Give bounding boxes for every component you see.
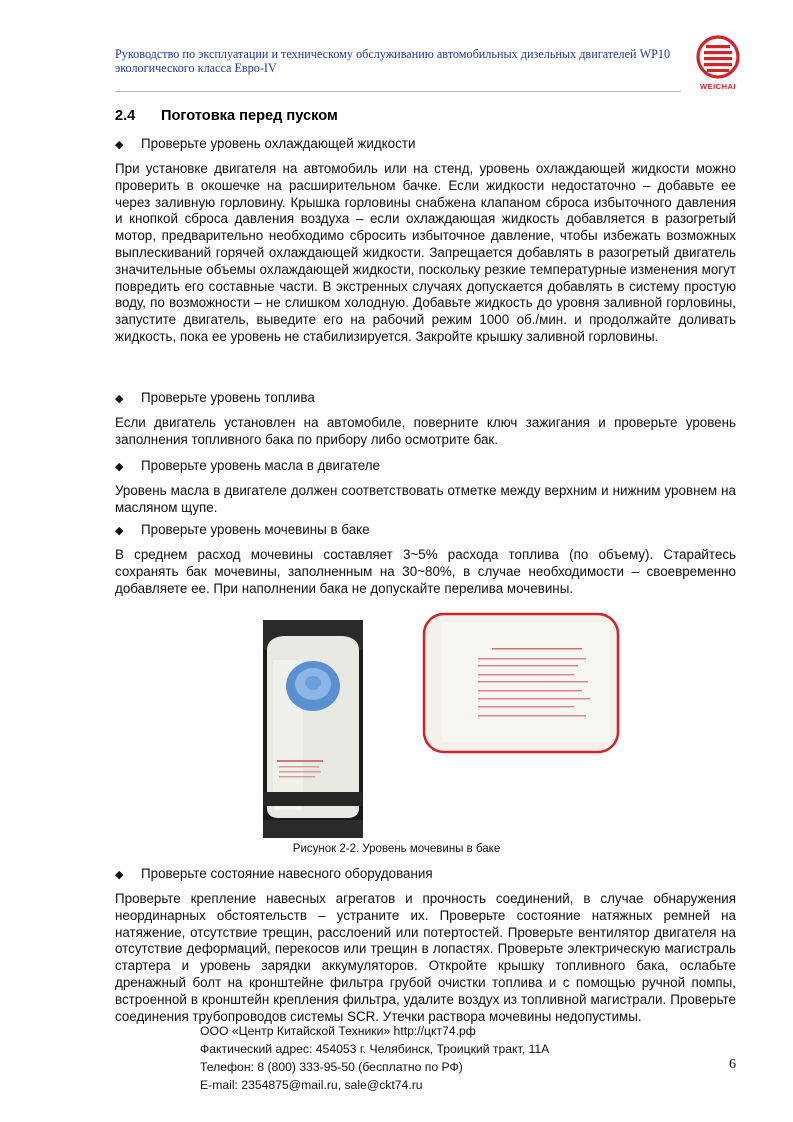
bullet-heading bbox=[115, 522, 370, 537]
bullet-heading-text: Проверьте состояние навесного оборудования bbox=[141, 866, 433, 881]
bullet-heading-text: Проверьте уровень масла в двигателе bbox=[141, 458, 380, 473]
bullet-heading-text: Проверьте уровень мочевины в баке bbox=[141, 522, 370, 537]
figure-caption: Рисунок 2-2. Уровень мочевины в баке bbox=[292, 843, 501, 855]
paragraph: Уровень масла в двигателе должен соответствовать отметке между верхним и нижним уровнем на масляном щупе. bbox=[115, 483, 736, 515]
section-title: Поготовка перед пуском bbox=[161, 108, 338, 124]
urea-tank-photo bbox=[263, 620, 363, 838]
header-divider bbox=[115, 91, 681, 92]
footer-phone: Телефон: 8 (800) 333-95-50 (бесплатно по РФ) bbox=[200, 1060, 463, 1074]
bullet-heading bbox=[115, 136, 415, 151]
paragraph: При установке двигателя на автомобиль или на стенд, уровень охлаждающей жидкости можно проверить в окошечке на расширительном бачке. Если жидкости недостаточно – добавьте ее через заливную горловину. Крышка горловины снабжена клапаном сброса избыточного давления и кнопкой сброса давления воздуха – если охлаждающая жидкость добавляется в разогретый мотор, предварительно необходимо сбросить избыточное давление, чтобы избежать возможных выплескиваний горячей охлаждающей жидкости. Запрещается добавлять в разогретый двигатель значительные объемы охлаждающей жидкости, поскольку резкие температурные изменения могут повредить его составные части. В экстренных случаях допускается добавлять в систему простую воду, по возможности – не слишком холодную. Добавьте жидкость до уровня заливной горловины, запустите двигатель, выведите его на рабочий режим 1000 об./мин. и продолжайте доливать жидкость, пока ее уровень не стабилизируется. Закройте крышку заливной горловины. bbox=[115, 161, 736, 344]
paragraph: В среднем расход мочевины составляет 3~5% расхода топлива (по объему). Старайтесь сохранять бак мочевины, заполненным на 30~80%, в случае необходимости – своевременно добавляете ее. При наполнении бака не допускайте перелива мочевины. bbox=[115, 547, 736, 596]
footer-address: Фактический адрес: 454053 г. Челябинск, Троицкий тракт, 11А bbox=[200, 1042, 550, 1056]
weichai-logo bbox=[693, 34, 743, 96]
header-title-line1: Руководство по эксплуатации и техническому обслуживанию автомобильных дизельных двигателей WP10 bbox=[115, 47, 671, 61]
zoomed-label-inset bbox=[422, 612, 620, 754]
diamond-bullet-icon: ◆ bbox=[115, 869, 124, 881]
bullet-heading bbox=[115, 390, 315, 405]
section-number: 2.4 bbox=[115, 108, 136, 124]
footer-company: ООО «Центр Китайской Техники» http://цкт74.рф bbox=[200, 1024, 476, 1038]
paragraph: Проверьте крепление навесных агрегатов и прочность соединений, в случае обнаружения неординарных обстоятельств – устраните их. Проверьте состояние натяжных ремней на натяжение, отсутствие трещин, расслоений или потертостей. Проверьте вентилятор двигателя на отсутствие деформаций, перекосов или трещин в лопастях. Проверьте электрическую магистраль стартера и уровень зарядки аккумуляторов. Откройте крышку топливного бака, ослабьте дренажный болт на кронштейне фильтра грубой очистки топлива и с помощью ручной помпы, встроенной в кронштейн крепления фильтра, удалите воздух из топливной магистрали. Проверьте соединения трубопроводов системы SCR. Утечки раствора мочевины недопустимы. bbox=[115, 891, 736, 1024]
header-title-line2: экологического класса Евро-IV bbox=[115, 61, 277, 75]
page-number: 6 bbox=[729, 1057, 736, 1072]
bullet-heading bbox=[115, 866, 433, 881]
diamond-bullet-icon: ◆ bbox=[115, 461, 124, 473]
diamond-bullet-icon: ◆ bbox=[115, 139, 124, 151]
diamond-bullet-icon: ◆ bbox=[115, 525, 124, 537]
bullet-heading-text: Проверьте уровень топлива bbox=[141, 390, 315, 405]
bullet-heading-text: Проверьте уровень охлаждающей жидкости bbox=[141, 136, 416, 151]
weichai-logo-icon bbox=[693, 34, 743, 82]
footer-email: E-mail: 2354875@mail.ru, sale@ckt74.ru bbox=[200, 1078, 423, 1092]
diamond-bullet-icon: ◆ bbox=[115, 393, 124, 405]
paragraph: Если двигатель установлен на автомобиле, поверните ключ зажигания и проверьте уровень заполнения топливного бака по прибору либо осмотрите бак. bbox=[115, 415, 736, 447]
logo-text: WEICHAI bbox=[700, 82, 736, 91]
section-heading bbox=[115, 108, 338, 124]
bullet-heading bbox=[115, 458, 380, 473]
document-header bbox=[115, 47, 675, 75]
